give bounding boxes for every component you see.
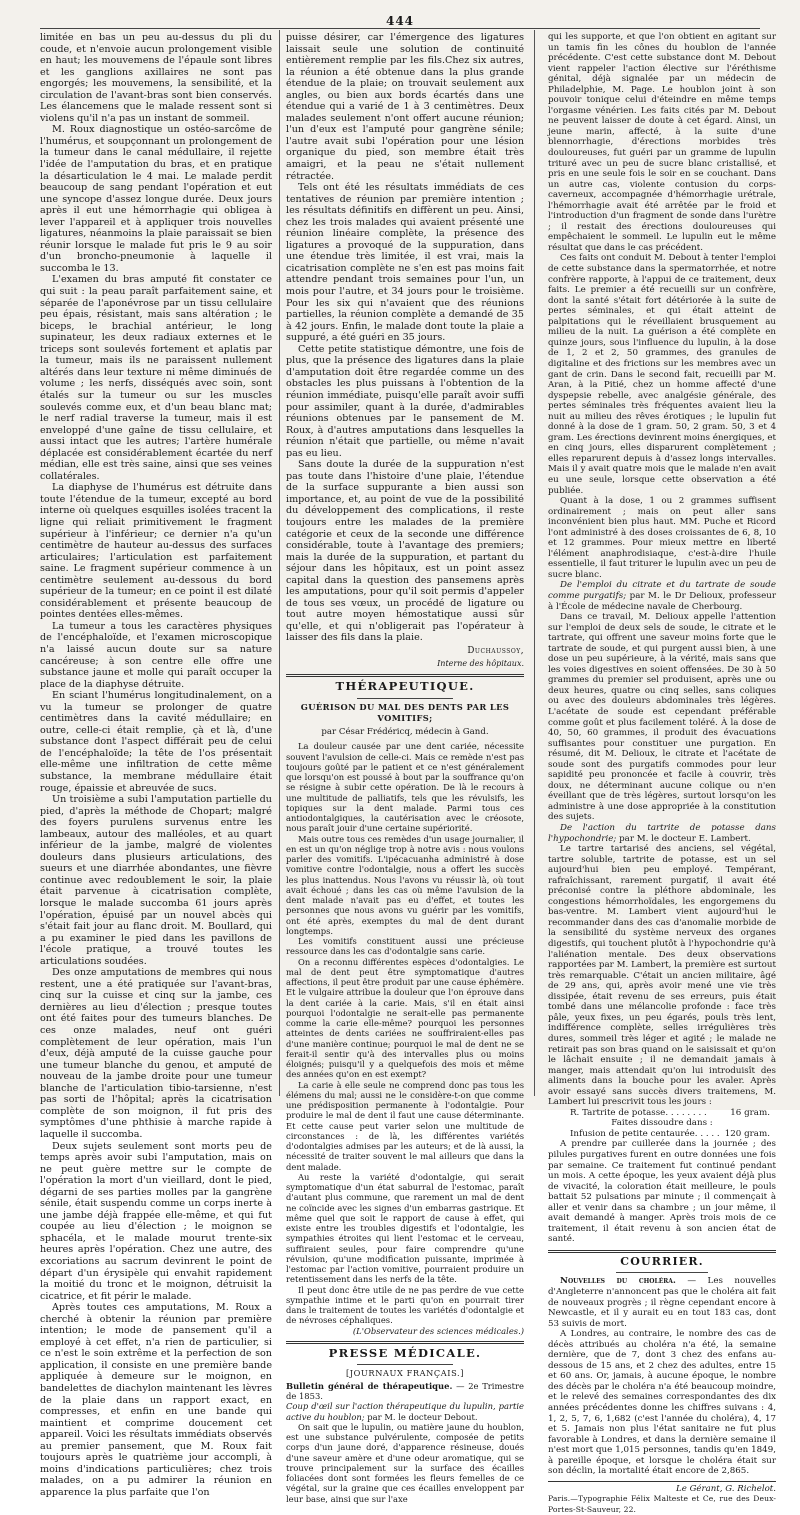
recipe-label: R. Tartrite de potasse. . . . . . . . [570, 1107, 707, 1118]
bulletin-author: par M. le docteur Debout. [367, 1411, 478, 1422]
paragraph: Sans doute la durée de la suppuration n'est pas toute dans l'histoire d'une plaie, l'étendue de la surface suppurante a bien aussi son importance, et, au point de vue de la possibilité du développement des complications, il reste toujours entre les malades de la première catégorie et ceux de la seconde une différence considérable, toute à l'avantage des premiers; mais la durée de la suppuration, et partant du séjour dans les hôpitaux, est un point assez capital dans la question des pansemens après les amputations, pour qu'il soit permis d'appeler de tous ses vœux, un procédé de ligature ou tout autre moyen hémostatique aussi sûr qu'elle, et qui n'obligerait pas l'opérateur à laisser des fils dans la plaie. [286, 459, 524, 644]
section-rule [548, 1250, 776, 1253]
recipe-line [548, 1129, 776, 1140]
paragraph: En sciant l'humérus longitudinalement, on a vu la tumeur se prolonger de quatre centimètres dans la cavité médullaire; en outre, celle-ci était remplie, çà et là, d'une substance dont l'aspect différait peu de celui de l'encéphaloïde; la tête de l'os présentait elle-même une infiltration de cette même substance, la membrane médullaire était rouge, épaissie et abreuvée de sucs. [40, 690, 272, 794]
paragraph: Mais outre tous ces remèdes d'un usage journalier, il en est un qu'on néglige trop à notre avis : nous voulons parler des vomitifs. L'ipécacuanha administré à dose vomitive contre l'odontalgie, nous a offert les succès les plus inattendus. Nous l'avons vu réussir là, où tout avait échoué ; dans les cas où même l'avulsion de la dent malade n'avait pas eu d'effet, et toutes les personnes que nous avons vu guérir par les vomitifs, ont été après, exemptes du mal de dent durant longtemps. [286, 833, 524, 936]
recipe-label: Faites dissoudre dans : [611, 1118, 713, 1129]
section-rule [286, 674, 524, 677]
paragraph: Ces faits ont conduit M. Debout à tenter l'emploi de cette substance dans la spermatorrhée, et notre confrère rapporte, à l'appui de ce traitement, deux faits. Le premier a été recueilli sur un confrère, dont la santé s'était fort détériorée à la suite de pertes séminales, et qui était atteint de palpitations qui le réveillaient brusquement au milieu de la nuit. La guérison a été complète en quinze jours, sous l'influence du lupulin, à la dose de 1, 2 et 2, 50 grammes, des granules de digitaline et des frictions sur les membres avec un gant de crin. Dans le second fait, recueilli par M. Aran, à la Pitié, chez un homme affecté d'une dyspepsie rebelle, avec analgésie générale, des pertes séminales très fréquentes avaient lieu la nuit au milieu des rêves érotiques ; le lupulin fut donné à la dose de 1 gram. 50, 2 gram. 50, 3 et 4 gram. Les érections devinrent moins énergiques, et en cinq jours, elles disparurent complètement ; elles reparurent depuis à d'assez longs intervalles. Mais il y avait quatre mois que le malade n'en avait eu une seule, lorsque cette observation a été publiée. [548, 253, 776, 496]
column-middle [286, 32, 524, 1504]
paragraph: Cette petite statistique démontre, une fois de plus, que la présence des ligatures dans la plaie d'amputation doit être regardée comme un des obstacles les plus puissans à l'obtention de la réunion immédiate, puisqu'elle paraît avoir suffi pour assimiler, quant à la durée, d'admirables réunions obtenues par le pansement de M. Roux, à d'autres amputations dans lesquelles la réunion n'était que partielle, ou même n'avait pas eu lieu. [286, 343, 524, 459]
paragraph: Quant à la dose, 1 ou 2 grammes suffisent ordinairement ; mais on peut aller sans inconvénient bien plus haut. MM. Puche et Ricord l'ont administré à des doses croissantes de 6, 8, 10 et 12 grammes. Pour mieux mettre en liberté l'élément anaphrodisiaque, c'est-à-dire l'huile essentielle, il faut triturer le lupulin avec un peu de sucre blanc. [548, 496, 776, 580]
paragraph: Deux sujets seulement sont morts peu de temps après avoir subi l'amputation, mais on ne peut guère mettre sur le compte de l'opération la mort d'un vieillard, dont le pied, dégarni de ses parties molles par la gangrène sénile, était suspendu comme un corps inerte à une jambe déjà frappée elle-même, et qui fut coupée au lieu d'élection ; le moignon se sphacéla, et le malade mourut trente-six heures après l'opération. Chez une autre, des excoriations au sacrum devinrent le point de départ d'un érysipèle qui envahit rapidement la moitié du tronc et le moignon, détruisit la cicatrice, et fit périr le malade. [40, 1140, 272, 1302]
title-rule [616, 1272, 707, 1273]
bulletin-title-line [286, 1401, 524, 1422]
footer [548, 1481, 776, 1515]
bulletin-source: Bulletin général de thérapeutique. [286, 1380, 453, 1391]
paragraph: Un troisième a subi l'amputation partielle du pied, d'après la méthode de Chopart; malgré des foyers purulens survenus entre les lambeaux, autour des malléoles, et au quart inférieur de la jambe, malgré de violentes douleurs dans plusieurs articulations, des sueurs et une diarrhée abondantes, une fièvre continue avec redoublement le soir, la plaie était parvenue à cicatrisation complète, lorsque le malade succomba 61 jours après l'opération, épuisé par un nouvel abcès qui s'était fait jour au flanc droit. M. Boullard, qui a pu examiner le pied dans les pavillons de l'école pratique, a trouvé toutes les articulations soudées. [40, 794, 272, 967]
paragraph: Des onze amputations de membres qui nous restent, une a été pratiquée sur l'avant-bras, cinq sur la cuisse et cinq sur la jambe, ces dernières au lieu d'élection ; presque toutes ont été faites pour des tumeurs blanches. De ces onze malades, neuf ont guéri complètement de leur opération, mais l'un d'eux, déjà amputé de la cuisse gauche pour une tumeur blanche du genou, et amputé de nouveau de la jambe droite pour une tumeur blanche de l'articulation tibio-tarsienne, n'est pas sorti de l'hôpital; après la cicatrisation complète de son moignon, il fut pris des symptômes d'une phthisie à marche rapide à laquelle il succomba. [40, 967, 272, 1140]
paragraph: Dans ce travail, M. Delioux appelle l'attention sur l'emploi de deux sels de soude, le citrate et le tartrate, qui offrent une saveur moins forte que le tartrate de soude, et qui purgent aussi bien, à une dose un peu supérieure, à la vérité, mais sans que les voies digestives en soient offensées. De 30 à 50 grammes du premier sel produisent, après une ou deux heures, quatre ou cinq selles, sans coliques ou avec des douleurs abdominales très légères. L'acétate de soude est cependant préférable comme goût et plus facilement toléré. À la dose de 40, 50, 60 grammes, il produit des évacuations suffisantes pour constituer une purgation. En résumé, dit M. Delioux, le citrate et l'acétate de soude sont des purgatifs commodes pour leur sapidité peu prononcée et facile à couvrir, très doux, ne déterminant aucune colique ou n'en éveillant que de très légères, surtout lorsqu'on les administre à une dose appropriée à la constitution des sujets. [548, 612, 776, 823]
gerant-signature: Le Gérant, G. Richelot. [676, 1483, 776, 1494]
section-rule [286, 1341, 524, 1344]
recipe-value: 120 gram. [724, 1128, 770, 1139]
paragraph: La diaphyse de l'humérus est détruite dans toute l'étendue de la tumeur, excepté au bord interne où quelques esquilles isolées tracent la ligne qui reliait primitivement le fragment supérieur à l'inférieur; ce dernier n'a qu'un centimètre de hauteur au-dessus des surfaces articulaires; l'articulation est parfaitement saine. Le fragment supérieur commence à un centimètre seulement au-dessous du bord supérieur de la tumeur; en ce point il est dilaté considérablement et présente beaucoup de pointes dentées elles-mêmes. [40, 482, 272, 621]
bulletin-title: Coup d'œil sur l'action thérapeutique du lupulin, partie active du houblon; [286, 1401, 524, 1422]
paragraph: M. Roux diagnostique un ostéo-sarcôme de l'humérus, et soupçonnant un prolongement de la tumeur dans le canal médullaire, il rejette l'idée de l'amputation du bras, et en pratique la désarticulation le 4 mai. Le malade perdit beaucoup de sang pendant l'opération et eut une syncope d'assez longue durée. Deux jours après il eut une hémorrhagie qui obligea à lever l'appareil et à appliquer trois nouvelles ligatures, néanmoins la plaie paraissait se bien réunir lorsque le malade fut pris le 9 au soir d'un broncho-pneumonie à laquelle il succomba le 13. [40, 124, 272, 274]
title-rule [357, 698, 452, 699]
citrate-author: par M. le Dr Delioux, professeur à l'École de médecine navale de Cherbourg. [548, 590, 777, 612]
citrate-title: De l'emploi du citrate et du tartrate de soude comme purgatifs; [548, 580, 776, 601]
paragraph: Tels ont été les résultats immédiats de ces tentatives de réunion par première intention ; les résultats définitifs en diffèrent un peu. Ainsi, chez les trois malades qui avaient présenté une réunion linéaire complète, la présence des ligatures a provoqué de la suppuration, dans une étendue très limitée, il est vrai, mais la cicatrisation complète ne s'en est pas moins fait attendre pendant trois semaines pour l'un, un mois pour l'autre, et 34 jours pour le troisième. Pour les six qui n'avaient que des réunions partielles, la réunion complète a demandé de 35 à 42 jours. Enfin, le malade dont toute la plaie a suppuré, a été guéri en 35 jours. [286, 182, 524, 344]
section-title-courrier: COURRIER. [620, 1254, 704, 1268]
bulletin-heading [286, 1381, 524, 1402]
recipe-value: 16 gram. [730, 1107, 770, 1118]
paragraph: On sait que le lupulin, ou matière jaune du houblon, est une substance pulvérulente, composée de petits corps d'un jaune doré, d'apparence résineuse, doués d'une saveur amère et d'une odeur aromatique, qui se trouve principalement sur la surface des écailles foliacées dont sont formées les fleurs femelles de ce végétal, sur la graine que ces écailles enveloppent par leur base, ainsi que sur l'axe [286, 1421, 524, 1504]
paragraph: limitée en bas un peu au-dessus du pli du coude, et n'envoie aucun prolongement visible en haut; les mouvemens de l'épaule sont libres et les ganglions axillaires ne sont pas engorgés; les mouvemens, la sensibilité, et la circulation de l'avant-bras sont bien conservés. Les élancemens que le malade ressent sont si violens qu'il n'a pas un instant de sommeil. [40, 32, 272, 124]
article-author: par César Frédéricq, médecin à Gand. [321, 726, 489, 737]
paragraph: A Londres, au contraire, le nombre des cas de décès attribués au choléra n'a été, la semaine dernière, que de 7, dont 3 chez des enfans au-dessous de 15 ans, et 2 chez des adultes, entre 15 et 60 ans. Or, jamais, à aucune époque, le nombre des décès par le choléra n'a été beaucoup moindre, et le relevé des semaines correspondantes des dix années précédentes donne les chiffres suivans : 4, 1, 2, 5, 7, 6, 1,682 (c'est l'année du choléra), 4, 17 et 5. Jamais non plus l'état sanitaire ne fut plus favorable à Londres, et dans la dernière semaine il n'est mort que 1,015 personnes, tandis qu'en 1849, à pareille époque, et lorsque le choléra était sur son déclin, la mortalité était encore de 2,865. [548, 1329, 776, 1477]
column-separator [279, 30, 280, 1096]
title-rule [357, 1364, 452, 1365]
recipe-label: Infusion de petite centaurée. . . . . [570, 1128, 720, 1139]
bulletin-issue: — 2e Trimestre de 1853. [286, 1380, 524, 1402]
journal-tag: [JOURNAUX FRANÇAIS.] [345, 1368, 465, 1379]
courier-paragraph [548, 1276, 776, 1329]
citrate-heading [548, 580, 776, 612]
potash-author: par M. le docteur E. Lambert. [619, 833, 751, 844]
column-right [548, 32, 777, 1514]
courier-text: — Les nouvelles d'Angleterre n'annoncent pas que le choléra ait fait de nouveaux progrès ; il règne cependant encore à Newcastle, et il y aurait eu en tout 183 cas, dont 53 suivis de mort. [548, 1276, 776, 1329]
paragraph: A prendre par cuillerée dans la journée ; des pilules purgatives furent en outre données une fois par semaine. Ce traitement fut continué pendant un mois. A cette époque, les yeux avaient déjà plus de vivacité, la coloration était meilleure, le pouls battait 52 pulsations par minute ; il commençait à aller et venir dans sa chambre ; un jour même, il avait demandé à manger. Après trois mois de ce traitement, il était revenu à son ancien état de santé. [548, 1139, 776, 1245]
signature-role: Interne des hôpitaux. [437, 658, 524, 668]
header-rule [40, 28, 760, 29]
paragraph: L'examen du bras amputé fit constater ce qui suit : la peau paraît parfaitement saine, et séparée de l'aponévrose par un tissu cellulaire peu épais, résistant, mais sans altération ; le biceps, le brachial antérieur, le long supinateur, les deux radiaux externes et le triceps sont soulevés fortement et aplatis par la tumeur, mais ils ne paraissent nullement altérés dans leur texture ni même diminués de volume ; les nerfs, disséqués avec soin, sont étalés sur la tumeur ou sur les muscles soulevés comme eux, et d'un beau blanc mat; le nerf radial traverse la tumeur, mais il est enveloppé d'une gaîne de tissu cellulaire, et aussi intact que les autres; l'artère humérale déplacée est considérablement écartée du nerf médian, elle est très saine, ainsi que ses veines collatérales. [40, 274, 272, 482]
signature-name: Duchaussoy, [467, 645, 524, 656]
potash-heading [548, 823, 776, 844]
column-left [40, 32, 272, 1498]
paragraph: qui les supporte, et que l'on obtient en agitant sur un tamis fin les cônes du houblon de l'année précédente. C'est cette substance dont M. Debout vient rappeler l'action élective sur l'éréthisme génital, déjà signalée par un médecin de Philadelphie, M. Page. Le houblon joint à son pouvoir tonique celui d'éteindre en même temps l'orgasme vénérien. Les faits cités par M. Debout ne peuvent laisser de doute à cet égard. Ainsi, un jeune marin, affecté, à la suite d'une blennorrhagie, d'érections morbides très douloureuses, fut guéri par un gramme de lupulin trituré avec un peu de sucre blanc cristallisé, et pris en une seule fois le soir en se couchant. Dans un autre cas, violente contusion du corps-caverneux, accompagnée d'hémorrhagie urétrale, l'hémorrhagie avait été arrêtée par le froid et l'introduction d'un fragment de sonde dans l'urètre ; il restait des érections douloureuses qui empêchaient le sommeil. Le lupulin eut le même résultat que dans le cas précédent. [548, 32, 776, 253]
paragraph: On a reconnu différentes espèces d'odontalgies. Le mal de dent peut être symptomatique d'autres affections, il peut être produit par une cause éphémère. Et le vulgaire attribue la douleur que l'on éprouve dans la dent cariée à la carie. Mais, s'il en était ainsi pourquoi l'odontalgie ne serait-elle pas permanente comme la carie elle-même? pourquoi les personnes atteintes de dents cariées ne souffriraient-elles pas d'une manière continue; pourquoi le mal de dent ne se ferait-il sentir qu'à des intervalles plus ou moins éloignés; puisqu'il y a quelquefois des mois et même des années qu'on en est exempt? [286, 956, 524, 1080]
recipe-line [548, 1108, 776, 1119]
paragraph: La douleur causée par une dent cariée, nécessite souvent l'avulsion de celle-ci. Mais ce remède n'est pas toujours goûté par le patient et ce n'est généralement que lorsqu'on est poussé à bout par la souffrance qu'on se résigne à subir cette opération. De là le recours à une multitude de palliatifs, tels que les révulsifs, les topiques sur la dent malade. Parmi tous ces antiodontalgiques, la cautérisation avec le créosote, nous paraît jouir d'une certaine supériorité. [286, 741, 524, 834]
section-title-therapeutique: THÉRAPEUTIQUE. [335, 679, 475, 694]
potash-title: De l'action du tartrite de potasse dans l'hypochondrie; [548, 823, 776, 844]
article-title: GUÉRISON DU MAL DES DENTS PAR LES VOMITIFS; [300, 701, 510, 724]
section-title-presse: PRESSE MÉDICALE. [328, 1345, 482, 1360]
article-signature [286, 646, 524, 669]
article-credit: (L'Observateur des sciences médicales.) [352, 1325, 524, 1336]
paragraph: La tumeur a tous les caractères physiques de l'encéphaloïde, et l'examen microscopique n'a laissé aucun doute sur sa nature cancéreuse; à son centre elle offre une substance jaune et molle qui paraît occuper la place de la diaphyse détruite. [40, 620, 272, 690]
paragraph: Le tartre tartarisé des anciens, sel végétal, tartre soluble, tartrite de potasse, est un sel aujourd'hui bien peu employé. Tempérant, rafraîchissant, rarement purgatif, il avait été préconisé contre la pléthore abdominale, les congestions hémorrhoïdales, les engorgemens du bas-ventre. M. Lambert vient aujourd'hui le recommander dans des cas d'anomalie morbide de la sensibilité du système nerveux des organes digestifs, qui touchent plutôt à l'hypochondrie qu'à l'aliénation mentale. Des deux observations rapportées par M. Lambert, la première est surtout très remarquable. C'était un ancien militaire, âgé de 29 ans, qui, après avoir mené une vie très dissipée, était revenu de ses erreurs, puis était tombé dans une mélancolie profonde : face très pâle, yeux fixes, un peu égarés, pouls très lent, indifférence complète, selles irrégulières très dures, sommeil très léger et agité ; le malade ne retirait pas son bras quand on le saisissait et qu'on le lâchait ensuite ; il ne demandait jamais à manger, mais attendait qu'on lui introduisît des aliments dans la bouche pour les avaler. Après avoir essayé sans succès divers traitemens, M. Lambert lui prescrivit tous les jours : [548, 844, 776, 1108]
paragraph: La carie à elle seule ne comprend donc pas tous les élémens du mal; aussi ne le considère-t-on que comme une prédisposition permanente à l'odontalgie. Pour produire le mal de dent il faut une cause déterminante. Et cette cause peut varier selon une multitude de circonstances : de là, les différentes variétés d'odontalgies admises par les auteurs; et de là aussi, la nécessité de traiter souvent le mal ailleurs que dans la dent malade. [286, 1079, 524, 1172]
page-number: 444 [385, 14, 415, 28]
paragraph: Les vomitifs constituent aussi une précieuse ressource dans les cas d'odontalgie sans carie. [286, 936, 524, 957]
courier-heading: Nouvelles du choléra. [560, 1276, 676, 1287]
printer-imprint: Paris.—Typographie Félix Malteste et Ce, rue des Deux-Portes-St-Sauveur, 22. [548, 1494, 776, 1514]
paragraph: Après toutes ces amputations, M. Roux a cherché à obtenir la réunion par première intention; le mode de pansement qu'il a employé à cet effet, n'a rien de particulier, si ce n'est le soin extrême et la perfection de son application, il consiste en une première bande appliquée à demeure sur le moignon, en bandelettes de diachylon maintenant les lèvres de la plaie dans un rapport exact, en compresses, et enfin en une bande qui maintient et comprime doucement cet appareil. Voici les résultats immédiats observés au premier pansement, que M. Roux fait toujours après le quatrième jour accompli, à moins d'indications particulières; chez trois malades, on a pu admirer la réunion en apparence la plus parfaite que l'on [40, 1302, 272, 1498]
paragraph: Il peut donc être utile de ne pas perdre de vue cette sympathie intime et le parti qu'on en pourrait tirer dans le traitement de toutes les variétés d'odontalgie et de névroses céphaliques. [286, 1284, 524, 1326]
column-separator [534, 30, 535, 1096]
paragraph: Au reste la variété d'odontalgie, qui serait symptomatique d'un état saburral de l'estomac, paraît d'autant plus commune, que rarement un mal de dent ne coïncide avec les signes d'un embarras gastrique. Et même quel que soit le rapport de cause à effet, qui existe entre les troubles digestifs et l'odontalgie, les sympathies étroites qui lient l'estomac et le cerveau, suffiraient seules, pour faire comprendre qu'une révulsion, qu'une modification puissante, imprimée à l'estomac par l'action vomitive, pourraient produire un retentissement dans les nerfs de la tête. [286, 1171, 524, 1285]
paragraph: puisse désirer, car l'émergence des ligatures laissait seule une solution de continuité entièrement remplie par les fils.Chez six autres, la réunion a été obtenue dans la plus grande étendue de la plaie; on trouvait seulement aux angles, ou bien aux bords écartés dans une étendue qui a varié de 1 à 3 centimètres. Deux malades seulement n'ont offert aucune réunion; l'un d'eux est l'amputé pour gangrène sénile; l'autre avait subi l'opération pour une lésion organique du pied, son membre était très amaigri, et la peau ne s'était nullement rétractée. [286, 32, 524, 182]
recipe-line [548, 1118, 776, 1129]
